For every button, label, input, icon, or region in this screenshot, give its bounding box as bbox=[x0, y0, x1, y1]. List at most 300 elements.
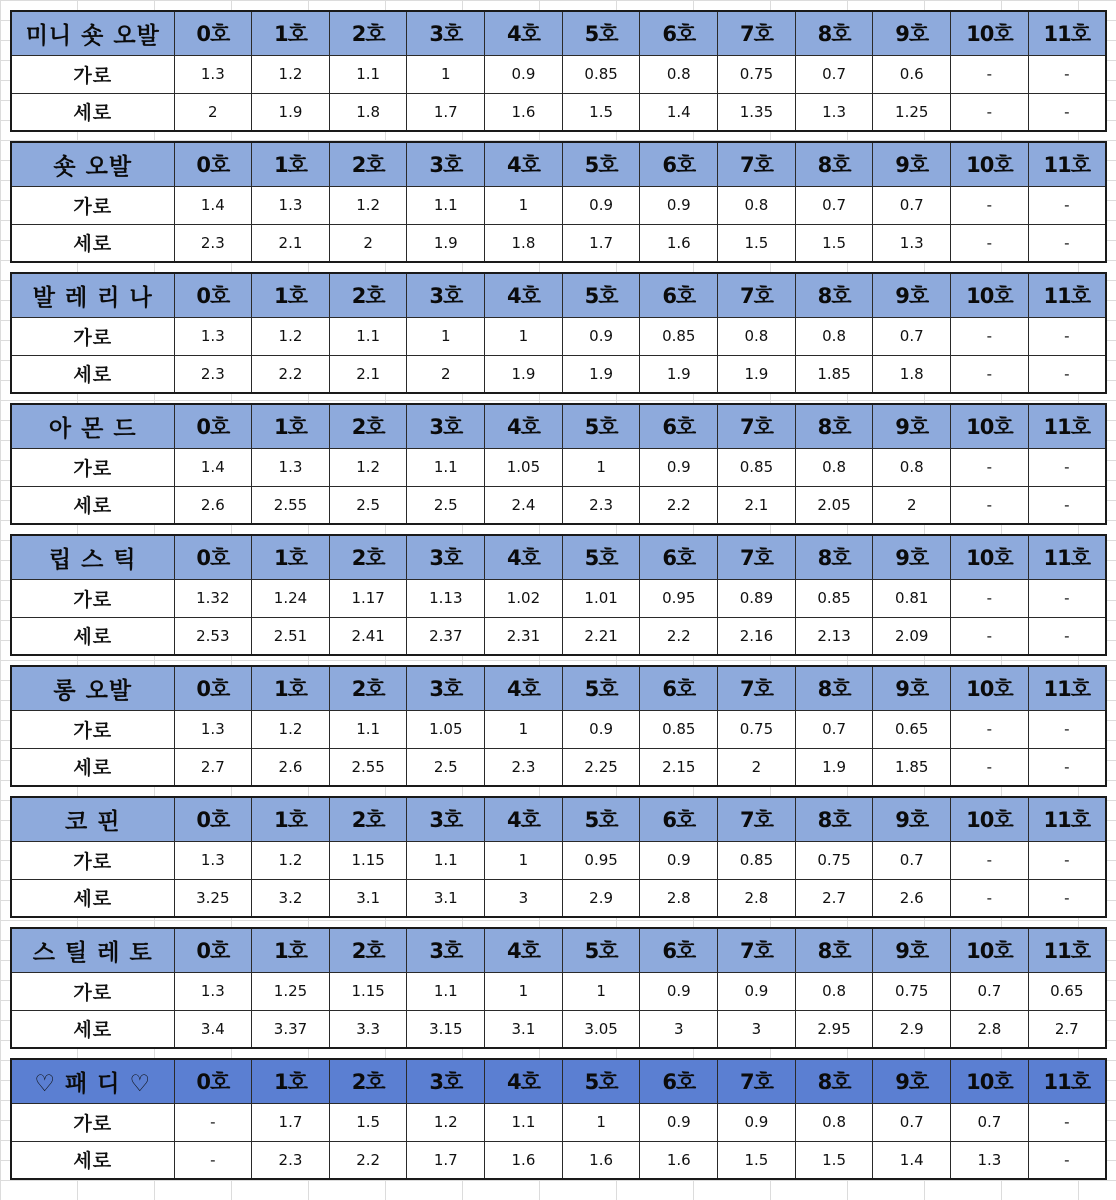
width-value: 1.3 bbox=[174, 972, 252, 1010]
size-label: 8호 bbox=[795, 273, 873, 317]
width-value: 0.9 bbox=[718, 972, 796, 1010]
size-label: 1호 bbox=[252, 11, 330, 55]
height-value: - bbox=[951, 486, 1029, 524]
width-value: 0.8 bbox=[795, 1103, 873, 1141]
size-label: 0호 bbox=[174, 11, 252, 55]
size-label: 0호 bbox=[174, 1059, 252, 1103]
size-label: 0호 bbox=[174, 797, 252, 841]
width-value: 0.7 bbox=[795, 55, 873, 93]
height-value: 1.5 bbox=[795, 1141, 873, 1179]
size-label: 8호 bbox=[795, 928, 873, 972]
table-header-row bbox=[11, 11, 1106, 55]
width-value: 1.1 bbox=[407, 972, 485, 1010]
size-label: 5호 bbox=[562, 535, 640, 579]
height-row-label: 세로 bbox=[11, 617, 174, 655]
height-value: - bbox=[1028, 224, 1106, 262]
width-value: 0.7 bbox=[873, 1103, 951, 1141]
height-value: 2 bbox=[407, 355, 485, 393]
height-value: 2.3 bbox=[174, 224, 252, 262]
width-value: 0.9 bbox=[562, 186, 640, 224]
height-value: 2.3 bbox=[562, 486, 640, 524]
height-value: - bbox=[951, 355, 1029, 393]
width-value: 0.85 bbox=[718, 841, 796, 879]
width-value: 1 bbox=[485, 710, 563, 748]
size-label: 1호 bbox=[252, 928, 330, 972]
width-value: 0.9 bbox=[485, 55, 563, 93]
height-value: 2.5 bbox=[407, 486, 485, 524]
width-value: 1.01 bbox=[562, 579, 640, 617]
size-label: 9호 bbox=[873, 404, 951, 448]
height-row-label: 세로 bbox=[11, 1010, 174, 1048]
width-row-label: 가로 bbox=[11, 710, 174, 748]
height-value: 2.7 bbox=[795, 879, 873, 917]
size-label: 1호 bbox=[252, 1059, 330, 1103]
size-label: 6호 bbox=[640, 404, 718, 448]
size-label: 7호 bbox=[718, 797, 796, 841]
height-value: 2.7 bbox=[174, 748, 252, 786]
height-value: 2.41 bbox=[329, 617, 407, 655]
size-table bbox=[10, 927, 1107, 1049]
size-label: 3호 bbox=[407, 273, 485, 317]
size-label: 11호 bbox=[1028, 1059, 1106, 1103]
height-value: 2.4 bbox=[485, 486, 563, 524]
height-value: 3.15 bbox=[407, 1010, 485, 1048]
size-label: 5호 bbox=[562, 666, 640, 710]
height-value: 1.85 bbox=[795, 355, 873, 393]
size-label: 5호 bbox=[562, 404, 640, 448]
size-table bbox=[10, 1058, 1107, 1180]
width-value: 1.5 bbox=[329, 1103, 407, 1141]
size-label: 3호 bbox=[407, 142, 485, 186]
height-value: 1.6 bbox=[640, 1141, 718, 1179]
size-label: 6호 bbox=[640, 1059, 718, 1103]
height-row bbox=[11, 1010, 1106, 1048]
height-row-label: 세로 bbox=[11, 355, 174, 393]
size-label: 10호 bbox=[951, 273, 1029, 317]
size-label: 11호 bbox=[1028, 142, 1106, 186]
shape-name: 숏 오발 bbox=[11, 142, 174, 186]
size-label: 11호 bbox=[1028, 273, 1106, 317]
width-row-label: 가로 bbox=[11, 55, 174, 93]
shape-name: 롱 오발 bbox=[11, 666, 174, 710]
table-header-row bbox=[11, 1059, 1106, 1103]
width-value: 0.9 bbox=[562, 317, 640, 355]
height-value: 3.3 bbox=[329, 1010, 407, 1048]
width-value: 1.05 bbox=[407, 710, 485, 748]
width-value: 0.7 bbox=[873, 841, 951, 879]
width-value: - bbox=[951, 448, 1029, 486]
width-value: 1.25 bbox=[252, 972, 330, 1010]
height-row bbox=[11, 748, 1106, 786]
width-value: - bbox=[951, 55, 1029, 93]
width-value: 0.95 bbox=[562, 841, 640, 879]
width-value: 0.85 bbox=[562, 55, 640, 93]
size-label: 8호 bbox=[795, 666, 873, 710]
height-value: 1.9 bbox=[252, 93, 330, 131]
size-label: 4호 bbox=[485, 797, 563, 841]
size-label: 9호 bbox=[873, 11, 951, 55]
height-row bbox=[11, 1141, 1106, 1179]
height-value: 1.5 bbox=[795, 224, 873, 262]
size-label: 7호 bbox=[718, 535, 796, 579]
size-label: 7호 bbox=[718, 273, 796, 317]
height-row bbox=[11, 617, 1106, 655]
size-label: 7호 bbox=[718, 666, 796, 710]
height-row bbox=[11, 879, 1106, 917]
height-row-label: 세로 bbox=[11, 486, 174, 524]
width-row-label: 가로 bbox=[11, 972, 174, 1010]
height-value: 3.05 bbox=[562, 1010, 640, 1048]
height-value: 2.3 bbox=[174, 355, 252, 393]
size-label: 8호 bbox=[795, 1059, 873, 1103]
width-value: 1.4 bbox=[174, 448, 252, 486]
width-value: 0.7 bbox=[795, 710, 873, 748]
width-value: 0.9 bbox=[718, 1103, 796, 1141]
width-value: 0.7 bbox=[873, 186, 951, 224]
size-label: 11호 bbox=[1028, 404, 1106, 448]
width-value: - bbox=[1028, 579, 1106, 617]
width-value: 1.2 bbox=[252, 841, 330, 879]
height-value: 3.1 bbox=[485, 1010, 563, 1048]
table-header-row bbox=[11, 404, 1106, 448]
height-value: 2.55 bbox=[329, 748, 407, 786]
width-value: 1.17 bbox=[329, 579, 407, 617]
size-label: 2호 bbox=[329, 1059, 407, 1103]
height-value: 1.9 bbox=[485, 355, 563, 393]
width-value: 1.13 bbox=[407, 579, 485, 617]
height-value: 1.9 bbox=[407, 224, 485, 262]
height-row-label: 세로 bbox=[11, 224, 174, 262]
height-value: 2.13 bbox=[795, 617, 873, 655]
size-label: 4호 bbox=[485, 142, 563, 186]
size-label: 11호 bbox=[1028, 535, 1106, 579]
height-value: 2.95 bbox=[795, 1010, 873, 1048]
width-value: 0.9 bbox=[640, 186, 718, 224]
width-value: 0.8 bbox=[640, 55, 718, 93]
height-value: 2 bbox=[174, 93, 252, 131]
width-value: 1.3 bbox=[252, 186, 330, 224]
size-label: 0호 bbox=[174, 142, 252, 186]
width-value: 0.9 bbox=[640, 448, 718, 486]
height-value: 1.8 bbox=[329, 93, 407, 131]
height-value: 2.31 bbox=[485, 617, 563, 655]
height-value: 3.1 bbox=[407, 879, 485, 917]
width-value: 0.7 bbox=[951, 1103, 1029, 1141]
height-value: 1.5 bbox=[718, 1141, 796, 1179]
width-value: - bbox=[951, 186, 1029, 224]
width-value: 1.3 bbox=[174, 317, 252, 355]
size-label: 10호 bbox=[951, 404, 1029, 448]
width-value: 0.8 bbox=[795, 317, 873, 355]
shape-name: 발 레 리 나 bbox=[11, 273, 174, 317]
height-value: 2.25 bbox=[562, 748, 640, 786]
width-value: 0.9 bbox=[640, 1103, 718, 1141]
shape-name: 아 몬 드 bbox=[11, 404, 174, 448]
size-label: 9호 bbox=[873, 273, 951, 317]
size-label: 2호 bbox=[329, 142, 407, 186]
width-row bbox=[11, 448, 1106, 486]
size-label: 11호 bbox=[1028, 928, 1106, 972]
width-value: 1.4 bbox=[174, 186, 252, 224]
height-value: 1.3 bbox=[951, 1141, 1029, 1179]
size-label: 2호 bbox=[329, 535, 407, 579]
shape-name: 립 스 틱 bbox=[11, 535, 174, 579]
height-value: 2.53 bbox=[174, 617, 252, 655]
size-label: 1호 bbox=[252, 142, 330, 186]
height-value: 2.1 bbox=[718, 486, 796, 524]
height-value: - bbox=[951, 93, 1029, 131]
height-value: 2.2 bbox=[252, 355, 330, 393]
nail-tip-size-chart bbox=[10, 10, 1105, 1189]
size-table bbox=[10, 796, 1107, 918]
width-value: 1.2 bbox=[252, 710, 330, 748]
size-label: 0호 bbox=[174, 404, 252, 448]
shape-name: 스 틸 레 토 bbox=[11, 928, 174, 972]
width-value: 1 bbox=[485, 317, 563, 355]
height-value: - bbox=[1028, 879, 1106, 917]
size-label: 6호 bbox=[640, 928, 718, 972]
size-label: 3호 bbox=[407, 404, 485, 448]
width-row-label: 가로 bbox=[11, 448, 174, 486]
width-value: 0.8 bbox=[718, 186, 796, 224]
width-value: 0.8 bbox=[795, 972, 873, 1010]
height-value: 2.05 bbox=[795, 486, 873, 524]
height-value: - bbox=[174, 1141, 252, 1179]
size-label: 2호 bbox=[329, 666, 407, 710]
height-value: 2 bbox=[329, 224, 407, 262]
size-label: 7호 bbox=[718, 1059, 796, 1103]
height-value: 2.37 bbox=[407, 617, 485, 655]
size-label: 2호 bbox=[329, 928, 407, 972]
height-value: 1.5 bbox=[718, 224, 796, 262]
height-value: - bbox=[1028, 93, 1106, 131]
width-value: - bbox=[1028, 448, 1106, 486]
height-value: 1.7 bbox=[407, 93, 485, 131]
size-label: 3호 bbox=[407, 535, 485, 579]
width-value: 0.85 bbox=[640, 710, 718, 748]
height-value: 3 bbox=[640, 1010, 718, 1048]
size-label: 2호 bbox=[329, 11, 407, 55]
height-value: 1.6 bbox=[485, 93, 563, 131]
size-label: 5호 bbox=[562, 142, 640, 186]
height-value: 1.3 bbox=[795, 93, 873, 131]
width-value: - bbox=[951, 710, 1029, 748]
height-row-label: 세로 bbox=[11, 748, 174, 786]
width-value: 0.75 bbox=[795, 841, 873, 879]
width-value: 1.24 bbox=[252, 579, 330, 617]
height-value: 2.55 bbox=[252, 486, 330, 524]
height-value: 1.6 bbox=[640, 224, 718, 262]
width-value: 1.2 bbox=[407, 1103, 485, 1141]
height-value: 2.5 bbox=[329, 486, 407, 524]
size-label: 9호 bbox=[873, 666, 951, 710]
height-value: 2.2 bbox=[640, 617, 718, 655]
height-value: 3.37 bbox=[252, 1010, 330, 1048]
height-value: 3 bbox=[718, 1010, 796, 1048]
width-value: 0.8 bbox=[718, 317, 796, 355]
size-label: 10호 bbox=[951, 797, 1029, 841]
width-row bbox=[11, 1103, 1106, 1141]
height-value: 2.51 bbox=[252, 617, 330, 655]
size-label: 10호 bbox=[951, 928, 1029, 972]
width-row-label: 가로 bbox=[11, 186, 174, 224]
height-value: 2.15 bbox=[640, 748, 718, 786]
size-label: 8호 bbox=[795, 11, 873, 55]
table-header-row bbox=[11, 666, 1106, 710]
size-label: 6호 bbox=[640, 797, 718, 841]
size-table bbox=[10, 665, 1107, 787]
size-label: 0호 bbox=[174, 666, 252, 710]
width-value: 0.85 bbox=[640, 317, 718, 355]
size-label: 0호 bbox=[174, 535, 252, 579]
height-value: 1.9 bbox=[795, 748, 873, 786]
size-label: 10호 bbox=[951, 666, 1029, 710]
size-label: 2호 bbox=[329, 273, 407, 317]
width-value: - bbox=[1028, 1103, 1106, 1141]
size-label: 4호 bbox=[485, 535, 563, 579]
size-label: 8호 bbox=[795, 535, 873, 579]
height-value: 2.2 bbox=[329, 1141, 407, 1179]
size-label: 0호 bbox=[174, 273, 252, 317]
size-label: 10호 bbox=[951, 535, 1029, 579]
height-value: 2 bbox=[873, 486, 951, 524]
width-value: 1 bbox=[485, 841, 563, 879]
width-value: 0.7 bbox=[951, 972, 1029, 1010]
width-value: 1 bbox=[562, 972, 640, 1010]
width-value: 1.05 bbox=[485, 448, 563, 486]
width-value: 1.1 bbox=[329, 710, 407, 748]
size-table bbox=[10, 272, 1107, 394]
height-value: 2.2 bbox=[640, 486, 718, 524]
size-table bbox=[10, 141, 1107, 263]
size-label: 6호 bbox=[640, 273, 718, 317]
width-value: 1.1 bbox=[407, 448, 485, 486]
width-value: 0.8 bbox=[795, 448, 873, 486]
width-value: 1.32 bbox=[174, 579, 252, 617]
size-table bbox=[10, 534, 1107, 656]
size-label: 7호 bbox=[718, 11, 796, 55]
width-value: 0.6 bbox=[873, 55, 951, 93]
width-value: 1 bbox=[485, 186, 563, 224]
size-label: 1호 bbox=[252, 666, 330, 710]
width-row-label: 가로 bbox=[11, 1103, 174, 1141]
height-row bbox=[11, 224, 1106, 262]
table-header-row bbox=[11, 535, 1106, 579]
width-value: 1.1 bbox=[329, 317, 407, 355]
height-value: - bbox=[1028, 355, 1106, 393]
size-label: 7호 bbox=[718, 142, 796, 186]
height-value: 2.3 bbox=[485, 748, 563, 786]
size-label: 8호 bbox=[795, 797, 873, 841]
size-label: 2호 bbox=[329, 404, 407, 448]
size-label: 9호 bbox=[873, 928, 951, 972]
table-header-row bbox=[11, 928, 1106, 972]
height-value: 3.4 bbox=[174, 1010, 252, 1048]
height-value: 1.9 bbox=[562, 355, 640, 393]
width-row-label: 가로 bbox=[11, 841, 174, 879]
size-label: 9호 bbox=[873, 142, 951, 186]
size-label: 8호 bbox=[795, 142, 873, 186]
width-value: - bbox=[1028, 710, 1106, 748]
height-row bbox=[11, 93, 1106, 131]
height-value: - bbox=[951, 748, 1029, 786]
width-value: - bbox=[1028, 186, 1106, 224]
height-value: 2 bbox=[718, 748, 796, 786]
height-value: 1.5 bbox=[562, 93, 640, 131]
height-value: 1.6 bbox=[485, 1141, 563, 1179]
size-label: 4호 bbox=[485, 273, 563, 317]
size-label: 1호 bbox=[252, 273, 330, 317]
width-row bbox=[11, 55, 1106, 93]
height-value: 3.1 bbox=[329, 879, 407, 917]
height-value: 2.3 bbox=[252, 1141, 330, 1179]
width-value: 1.1 bbox=[407, 841, 485, 879]
width-value: 1.15 bbox=[329, 972, 407, 1010]
size-label: 5호 bbox=[562, 273, 640, 317]
size-label: 0호 bbox=[174, 928, 252, 972]
table-header-row bbox=[11, 273, 1106, 317]
width-value: 0.85 bbox=[718, 448, 796, 486]
width-value: 1.1 bbox=[407, 186, 485, 224]
shape-name: 미니 숏 오발 bbox=[11, 11, 174, 55]
height-value: 1.4 bbox=[873, 1141, 951, 1179]
height-value: - bbox=[1028, 617, 1106, 655]
width-value: 0.65 bbox=[873, 710, 951, 748]
height-value: 1.9 bbox=[640, 355, 718, 393]
width-row bbox=[11, 972, 1106, 1010]
height-value: 2.09 bbox=[873, 617, 951, 655]
size-label: 3호 bbox=[407, 11, 485, 55]
table-header-row bbox=[11, 142, 1106, 186]
size-label: 10호 bbox=[951, 142, 1029, 186]
height-value: - bbox=[951, 879, 1029, 917]
size-label: 5호 bbox=[562, 928, 640, 972]
width-value: 0.9 bbox=[640, 972, 718, 1010]
height-value: - bbox=[951, 224, 1029, 262]
height-row-label: 세로 bbox=[11, 93, 174, 131]
height-value: 1.3 bbox=[873, 224, 951, 262]
size-label: 6호 bbox=[640, 11, 718, 55]
width-value: 1.2 bbox=[252, 317, 330, 355]
height-row-label: 세로 bbox=[11, 1141, 174, 1179]
width-row bbox=[11, 186, 1106, 224]
width-value: 1 bbox=[407, 55, 485, 93]
table-header-row bbox=[11, 797, 1106, 841]
size-label: 2호 bbox=[329, 797, 407, 841]
width-value: 1 bbox=[562, 448, 640, 486]
size-label: 6호 bbox=[640, 142, 718, 186]
height-value: - bbox=[951, 617, 1029, 655]
height-value: - bbox=[1028, 748, 1106, 786]
size-label: 3호 bbox=[407, 797, 485, 841]
size-label: 4호 bbox=[485, 404, 563, 448]
width-value: 0.7 bbox=[795, 186, 873, 224]
size-label: 3호 bbox=[407, 1059, 485, 1103]
width-value: 1.2 bbox=[252, 55, 330, 93]
size-label: 9호 bbox=[873, 797, 951, 841]
width-value: - bbox=[951, 841, 1029, 879]
width-value: 1 bbox=[562, 1103, 640, 1141]
height-value: 1.8 bbox=[873, 355, 951, 393]
size-label: 10호 bbox=[951, 1059, 1029, 1103]
size-label: 5호 bbox=[562, 1059, 640, 1103]
size-label: 11호 bbox=[1028, 11, 1106, 55]
size-label: 3호 bbox=[407, 928, 485, 972]
width-row bbox=[11, 579, 1106, 617]
width-value: 1.1 bbox=[329, 55, 407, 93]
width-value: - bbox=[1028, 317, 1106, 355]
width-value: 1.1 bbox=[485, 1103, 563, 1141]
